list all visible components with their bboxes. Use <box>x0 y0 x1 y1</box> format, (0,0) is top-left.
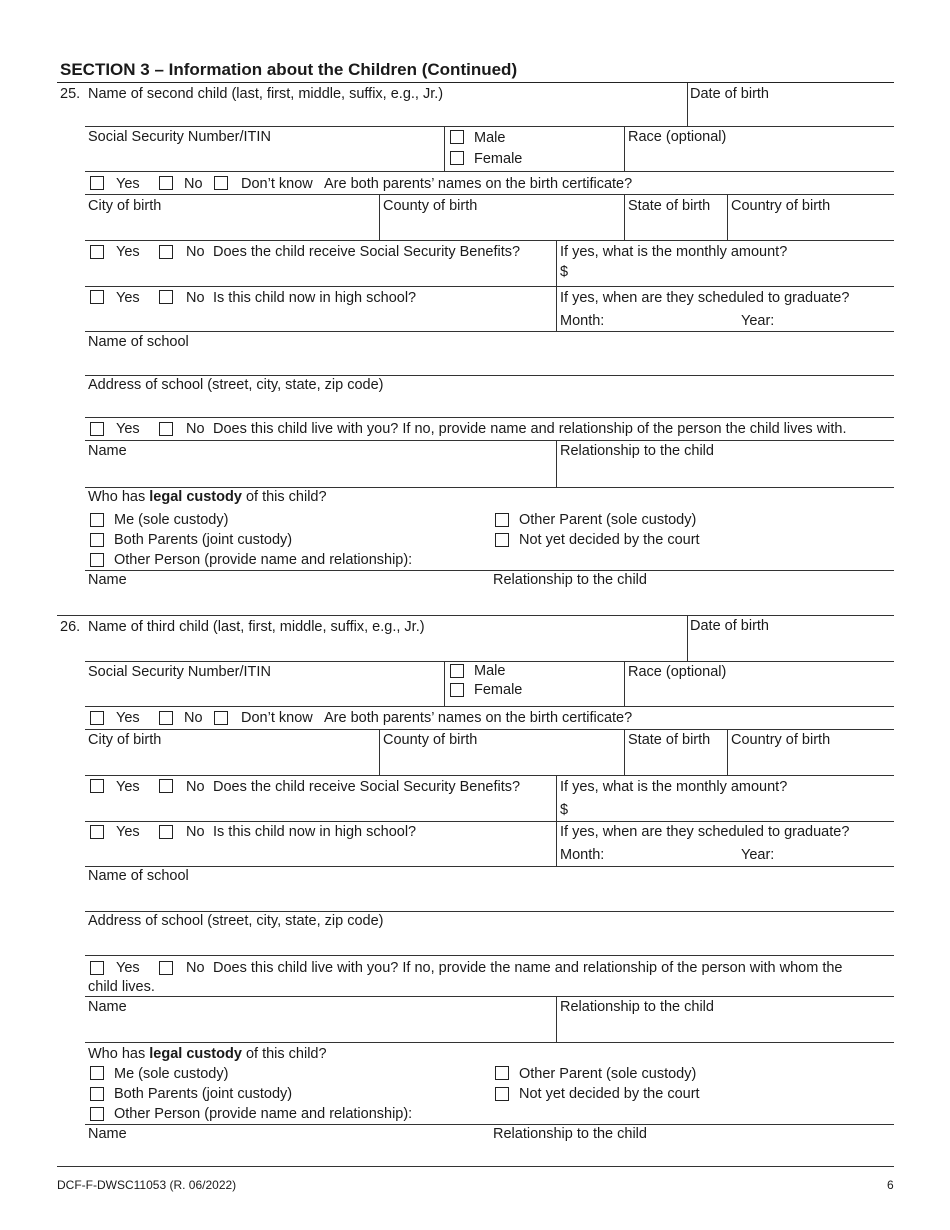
child-name-label: Name of third child (last, first, middle, suffix, e.g., Jr.) <box>88 619 425 635</box>
hs-yes-checkbox[interactable] <box>90 825 104 839</box>
monthly-amount-label: If yes, what is the monthly amount? <box>560 779 788 795</box>
custody-me-label: Me (sole custody) <box>114 1066 229 1082</box>
birth-cert-no-checkbox[interactable] <box>159 176 173 190</box>
custody-other-person-label: Other Person (provide name and relationship): <box>114 1106 413 1122</box>
yes-label: Yes <box>116 176 140 192</box>
custody-me-label: Me (sole custody) <box>114 512 229 528</box>
yes-label: Yes <box>116 824 140 840</box>
month-label: Month: <box>560 847 605 863</box>
birth-cert-question: Are both parents’ names on the birth certificate? <box>324 710 633 726</box>
school-name-label: Name of school <box>88 868 189 884</box>
custody-not-decided-label: Not yet decided by the court <box>519 1086 700 1102</box>
custody-me-checkbox[interactable] <box>90 513 104 527</box>
custody-both-label: Both Parents (joint custody) <box>114 532 293 548</box>
male-label: Male <box>474 663 506 679</box>
dob-label: Date of birth <box>690 618 769 634</box>
hs-no-checkbox[interactable] <box>159 290 173 304</box>
live-with-question: Does this child live with you? If no, provide name and relationship of the person the child lives with. <box>213 421 847 437</box>
child-number: 26. <box>60 619 81 635</box>
male-checkbox[interactable] <box>450 130 464 144</box>
high-school-question: Is this child now in high school? <box>213 824 417 840</box>
custody-me-checkbox[interactable] <box>90 1066 104 1080</box>
custody-both-label: Both Parents (joint custody) <box>114 1086 293 1102</box>
no-label: No <box>186 824 205 840</box>
form-id: DCF-F-DWSC11053 (R. 06/2022) <box>57 1178 237 1192</box>
year-label: Year: <box>741 847 775 863</box>
custody-other-person-checkbox[interactable] <box>90 553 104 567</box>
graduate-label: If yes, when are they scheduled to graduate? <box>560 290 850 306</box>
state-label: State of birth <box>628 732 711 748</box>
divider <box>57 82 894 83</box>
live-no-checkbox[interactable] <box>159 961 173 975</box>
no-label: No <box>186 244 205 260</box>
section-title: SECTION 3 – Information about the Children (Continued) <box>60 60 518 79</box>
birth-cert-question: Are both parents’ names on the birth certificate? <box>324 176 633 192</box>
yes-label: Yes <box>116 710 140 726</box>
school-address-label: Address of school (street, city, state, zip code) <box>88 913 384 929</box>
ssb-no-checkbox[interactable] <box>159 245 173 259</box>
yes-label: Yes <box>116 244 140 260</box>
dob-label: Date of birth <box>690 86 769 102</box>
female-checkbox[interactable] <box>450 151 464 165</box>
birth-cert-yes-checkbox[interactable] <box>90 176 104 190</box>
yes-label: Yes <box>116 779 140 795</box>
custody-name-label: Name <box>88 1126 127 1142</box>
custody-not-decided-checkbox[interactable] <box>495 1087 509 1101</box>
birth-cert-dont-know-checkbox[interactable] <box>214 711 228 725</box>
child-number: 25. <box>60 86 81 102</box>
custody-not-decided-checkbox[interactable] <box>495 533 509 547</box>
custody-other-parent-checkbox[interactable] <box>495 1066 509 1080</box>
custody-other-person-checkbox[interactable] <box>90 1107 104 1121</box>
ssb-question: Does the child receive Social Security Benefits? <box>213 779 521 795</box>
no-label: No <box>186 421 205 437</box>
ssb-question: Does the child receive Social Security Benefits? <box>213 244 521 260</box>
race-label: Race (optional) <box>628 664 727 680</box>
hs-yes-checkbox[interactable] <box>90 290 104 304</box>
dollar-sign: $ <box>560 264 569 280</box>
child-name-label: Name of second child (last, first, middle, suffix, e.g., Jr.) <box>88 86 444 102</box>
page-number: 6 <box>887 1178 894 1192</box>
live-yes-checkbox[interactable] <box>90 422 104 436</box>
country-label: Country of birth <box>731 198 831 214</box>
custody-question: Who has legal custody of this child? <box>88 489 327 505</box>
custody-not-decided-label: Not yet decided by the court <box>519 532 700 548</box>
no-label: No <box>186 960 205 976</box>
city-label: City of birth <box>88 732 162 748</box>
custody-name-label: Name <box>88 572 127 588</box>
male-checkbox[interactable] <box>450 664 464 678</box>
relationship-label: Relationship to the child <box>560 999 714 1015</box>
custody-other-parent-label: Other Parent (sole custody) <box>519 1066 697 1082</box>
yes-label: Yes <box>116 421 140 437</box>
ssb-no-checkbox[interactable] <box>159 779 173 793</box>
no-label: No <box>186 290 205 306</box>
yes-label: Yes <box>116 960 140 976</box>
county-label: County of birth <box>383 732 478 748</box>
male-label: Male <box>474 130 506 146</box>
custody-other-parent-checkbox[interactable] <box>495 513 509 527</box>
custody-both-checkbox[interactable] <box>90 1087 104 1101</box>
custody-other-parent-label: Other Parent (sole custody) <box>519 512 697 528</box>
dont-know-label: Don’t know <box>241 176 313 192</box>
custody-other-person-label: Other Person (provide name and relationship): <box>114 552 413 568</box>
footer-divider <box>57 1166 894 1167</box>
live-with-question: Does this child live with you? If no, provide the name and relationship of the person with whom the <box>213 960 843 976</box>
hs-no-checkbox[interactable] <box>159 825 173 839</box>
female-label: Female <box>474 682 523 698</box>
year-label: Year: <box>741 313 775 329</box>
live-with-question-cont: child lives. <box>88 979 155 995</box>
country-label: Country of birth <box>731 732 831 748</box>
ssn-label: Social Security Number/ITIN <box>88 664 271 680</box>
no-label: No <box>186 779 205 795</box>
ssn-label: Social Security Number/ITIN <box>88 129 271 145</box>
race-label: Race (optional) <box>628 129 727 145</box>
school-name-label: Name of school <box>88 334 189 350</box>
school-address-label: Address of school (street, city, state, zip code) <box>88 377 384 393</box>
name-label: Name <box>88 443 127 459</box>
relationship-label: Relationship to the child <box>560 443 714 459</box>
custody-question: Who has legal custody of this child? <box>88 1046 327 1062</box>
female-label: Female <box>474 151 523 167</box>
custody-relationship-label: Relationship to the child <box>493 1126 647 1142</box>
birth-cert-no-checkbox[interactable] <box>159 711 173 725</box>
no-label: No <box>184 176 203 192</box>
birth-cert-dont-know-checkbox[interactable] <box>214 176 228 190</box>
ssb-yes-checkbox[interactable] <box>90 245 104 259</box>
custody-relationship-label: Relationship to the child <box>493 572 647 588</box>
dont-know-label: Don’t know <box>241 710 313 726</box>
birth-cert-yes-checkbox[interactable] <box>90 711 104 725</box>
graduate-label: If yes, when are they scheduled to graduate? <box>560 824 850 840</box>
yes-label: Yes <box>116 290 140 306</box>
custody-both-checkbox[interactable] <box>90 533 104 547</box>
ssb-yes-checkbox[interactable] <box>90 779 104 793</box>
live-no-checkbox[interactable] <box>159 422 173 436</box>
dollar-sign: $ <box>560 802 569 818</box>
female-checkbox[interactable] <box>450 683 464 697</box>
live-yes-checkbox[interactable] <box>90 961 104 975</box>
no-label: No <box>184 710 203 726</box>
county-label: County of birth <box>383 198 478 214</box>
high-school-question: Is this child now in high school? <box>213 290 417 306</box>
name-label: Name <box>88 999 127 1015</box>
city-label: City of birth <box>88 198 162 214</box>
state-label: State of birth <box>628 198 711 214</box>
monthly-amount-label: If yes, what is the monthly amount? <box>560 244 788 260</box>
month-label: Month: <box>560 313 605 329</box>
